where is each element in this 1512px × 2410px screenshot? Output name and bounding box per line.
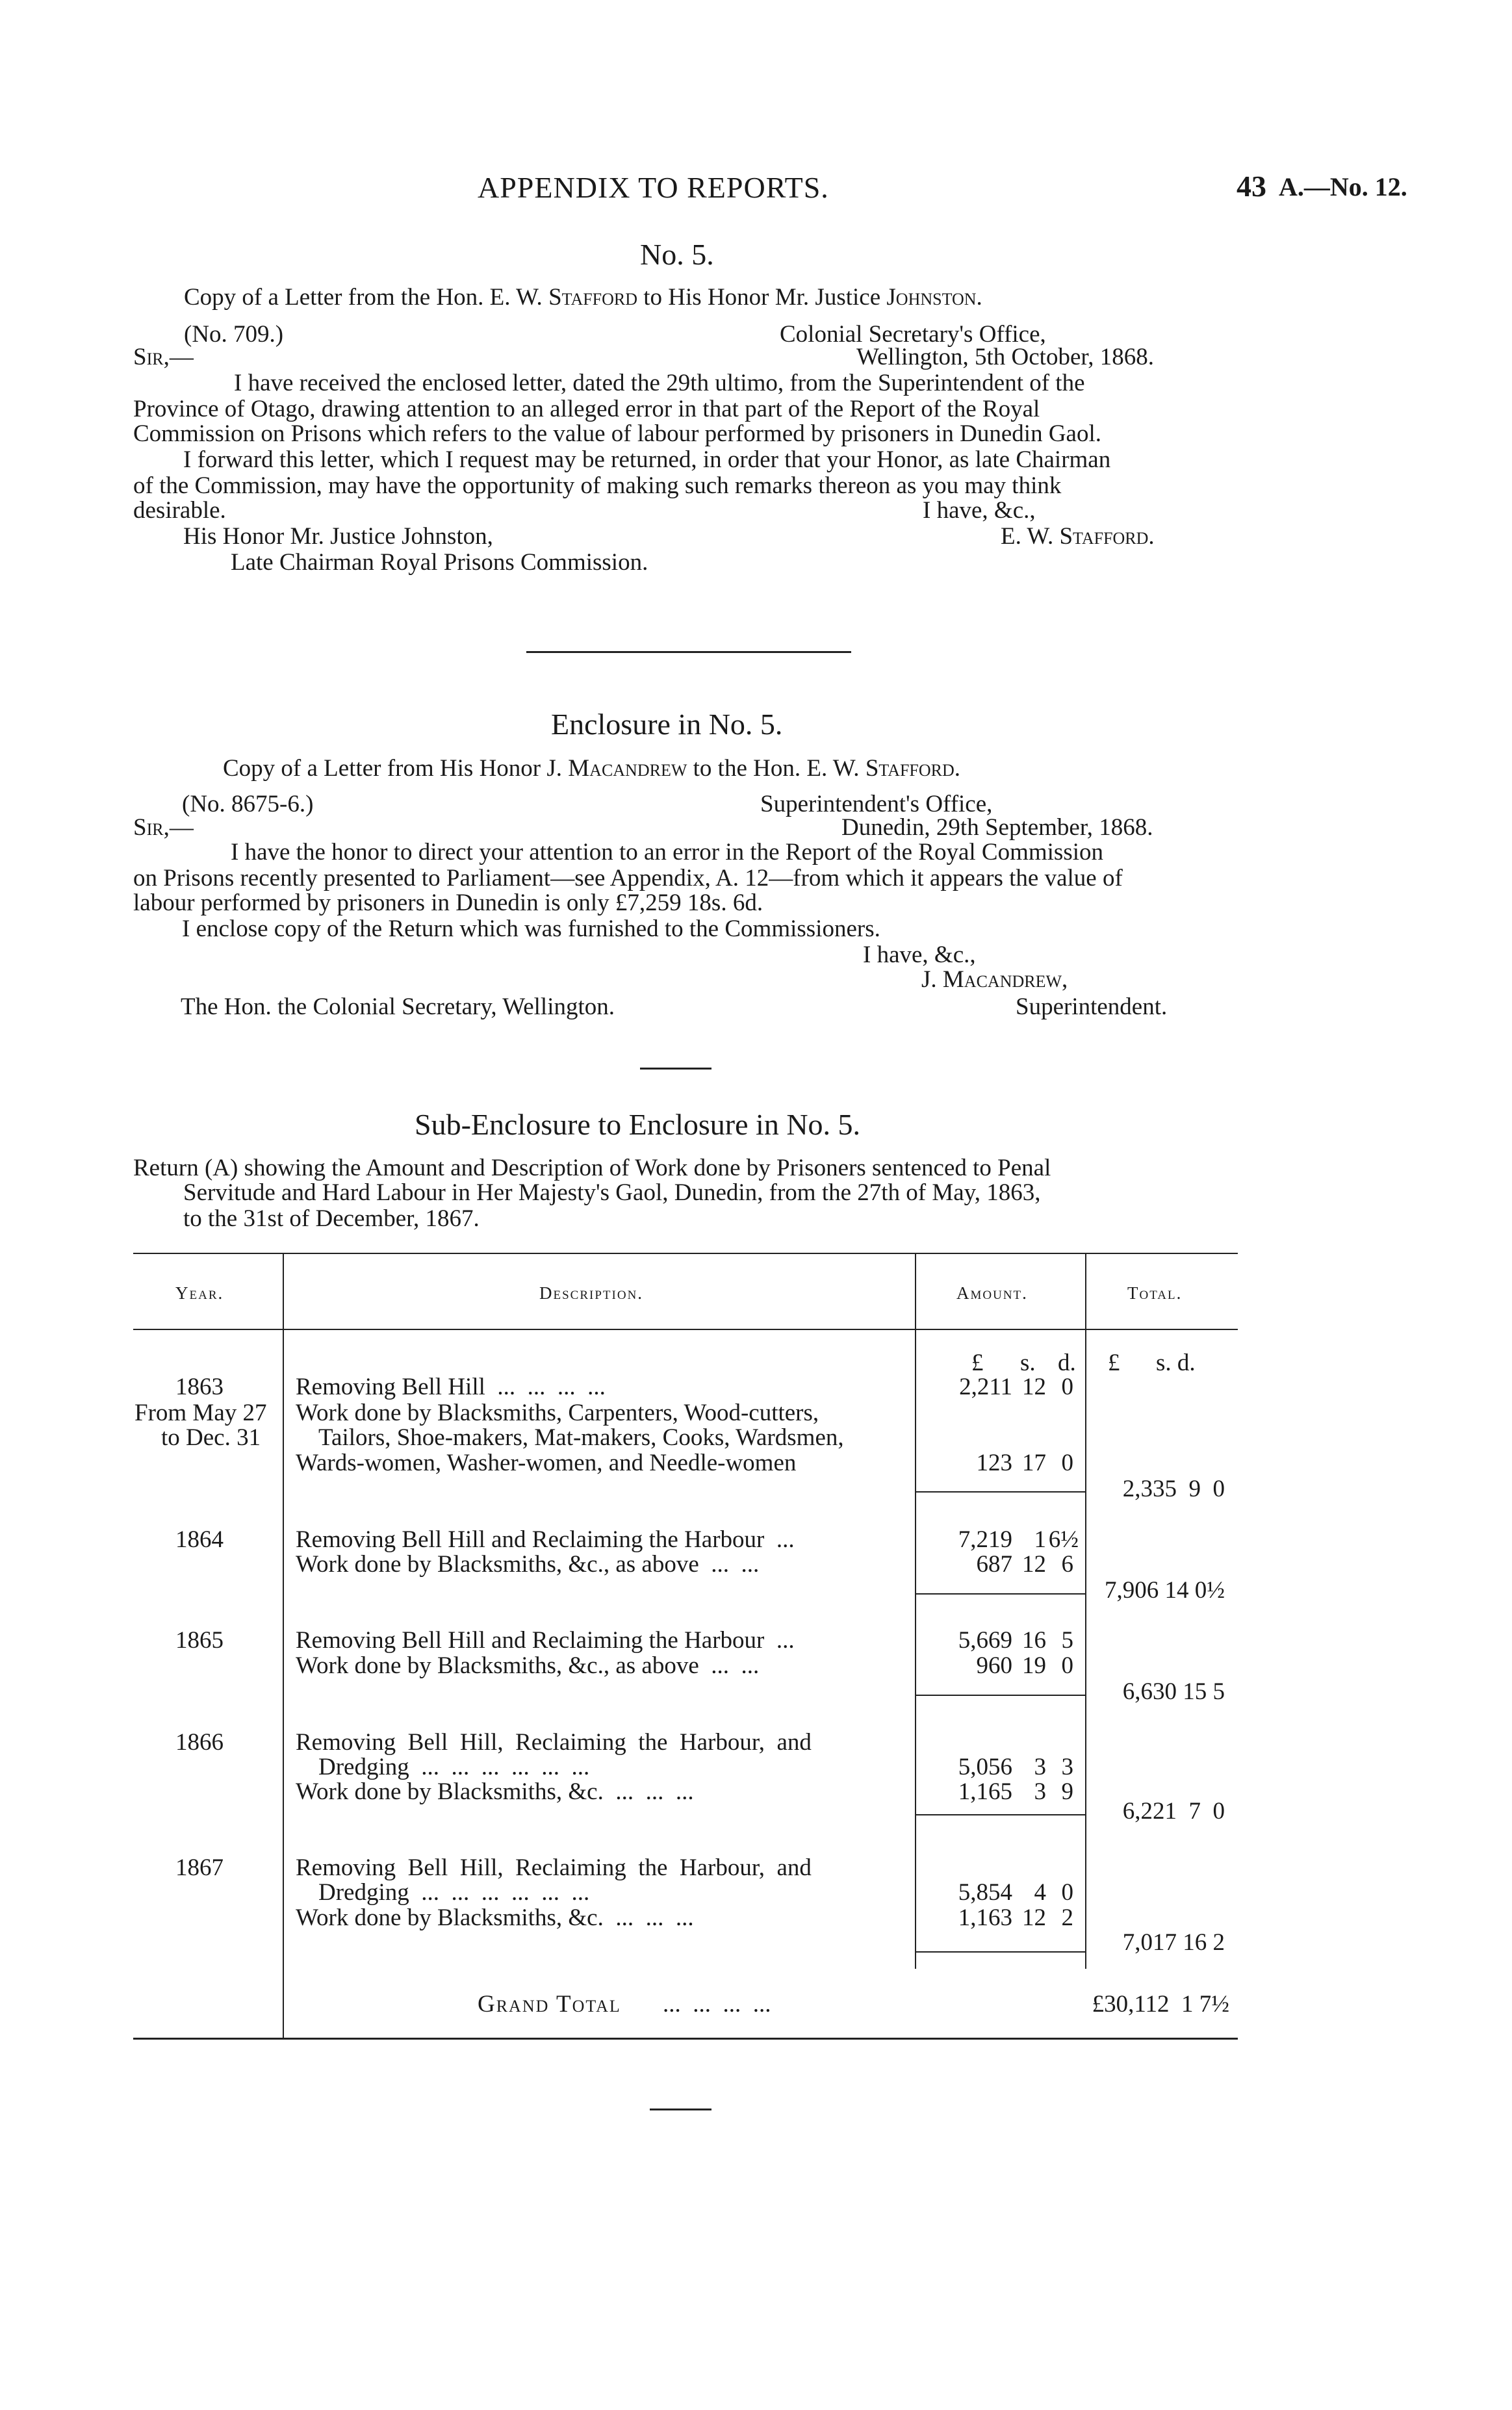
enclosure-place-date: Dunedin, 29th September, 1868. [841,814,1153,841]
description-cell: Removing Bell Hill and Reclaiming the Harbour ... [296,1627,795,1654]
year-cell: 1863 [175,1374,224,1400]
enclosure-closing: I have, &c., [863,942,976,968]
amount-pence: 6½ [1048,1526,1079,1553]
amount-pence: 0 [1061,1879,1073,1906]
column-divider [283,1254,284,2038]
column-divider [915,1254,916,1969]
subtotal-rule [915,1695,1085,1696]
description-cell: Work done by Blacksmiths, &c. ... ... ... [296,1904,694,1931]
amount-pounds: 1,165 [958,1778,1012,1805]
no5-heading: No. 5. [640,238,714,271]
column-header-amount: Amount. [956,1283,1028,1303]
amount-pounds: 5,854 [958,1879,1012,1906]
description-cell: Work done by Blacksmiths, &c., as above ... ... [296,1551,760,1578]
enclosure-body-line: on Prisons recently presented to Parliament—see Appendix, A. 12—from which it appears the value of [133,865,1123,891]
no5-body-line: I forward this letter, which I request may be returned, in order that your Honor, as late Chairman [183,446,1111,473]
description-cell: Removing Bell Hill, Reclaiming the Harbour, and [296,1854,812,1881]
table-bottom-rule [133,2038,1238,2040]
column-header-description: Description. [539,1283,644,1303]
enclosure-signatory-title: Superintendent. [1016,993,1168,1020]
no5-place-date: Wellington, 5th October, 1868. [856,344,1154,370]
subtotal-rule [915,1491,1085,1493]
no5-body-line: Province of Otago, drawing attention to an alleged error in that part of the Report of the Royal [133,396,1040,422]
amount-shillings: 16 [1022,1627,1046,1654]
amount-pence: 0 [1061,1374,1073,1400]
no5-office: Colonial Secretary's Office, [780,321,1046,348]
description-cell: Removing Bell Hill and Reclaiming the Harbour ... [296,1526,795,1553]
enclosure-ref-number: (No. 8675-6.) [182,791,314,817]
grand-total-leader: ... ... ... ... [663,1991,771,2018]
subtotal-rule [915,1593,1085,1595]
amount-pounds: 960 [976,1652,1012,1679]
amount-shillings: 19 [1022,1652,1046,1679]
year-cell: 1864 [175,1526,224,1553]
table-top-rule [133,1253,1238,1254]
amount-pence: 3 [1061,1754,1073,1780]
no5-body-line: I have received the enclosed letter, dated the 29th ultimo, from the Superintendent of the [234,370,1085,396]
year-total: 6,630 15 5 [1122,1678,1225,1705]
unit-pence: d. [1058,1350,1076,1376]
no5-body-line: of the Commission, may have the opportunity of making such remarks thereon as you may think [133,472,1062,499]
section-divider [526,651,851,653]
column-header-year: Year. [175,1283,224,1303]
no5-body-line: desirable. [133,497,226,524]
year-cell: 1866 [175,1729,224,1756]
enclosure-body-line: I enclose copy of the Return which was furnished to the Commissioners. [182,916,880,942]
amount-pounds: 5,056 [958,1754,1012,1780]
amount-pounds: 7,219 [958,1526,1012,1553]
year-total: 6,221 7 0 [1122,1798,1225,1825]
year-cell: 1867 [175,1854,224,1881]
enclosure-addressee: The Hon. the Colonial Secretary, Wellington. [181,993,615,1020]
page-number: 43 [1237,170,1266,203]
amount-pence: 0 [1061,1450,1073,1476]
grand-total-value: £30,112 1 7½ [1092,1991,1229,2018]
year-note: From May 27 [135,1400,267,1426]
year-total: 7,906 14 0½ [1105,1577,1225,1604]
amount-pounds: 2,211 [959,1374,1012,1400]
description-cell: Work done by Blacksmiths, &c. ... ... ... [296,1778,694,1805]
no5-salutation: Sir,— [133,344,194,370]
amount-shillings: 1 [1034,1526,1046,1553]
unit-total: £ s. d. [1108,1350,1196,1376]
no5-body-line: Commission on Prisons which refers to the value of labour performed by prisoners in Dunedin Gaol. [133,420,1102,447]
no5-ref-number: (No. 709.) [184,321,284,348]
amount-pounds: 123 [976,1450,1012,1476]
return-caption-line: Return (A) showing the Amount and Description of Work done by Prisoners sentenced to Penal [133,1155,1051,1181]
subtotal-rule [915,1814,1085,1815]
enclosure-office: Superintendent's Office, [760,791,993,817]
enclosure-body-line: labour performed by prisoners in Dunedin is only £7,259 18s. 6d. [133,890,763,916]
column-divider [1085,1254,1086,1969]
amount-pounds: 1,163 [958,1904,1012,1931]
description-cell: Dredging ... ... ... ... ... ... [318,1754,590,1780]
no5-closing: I have, &c., [923,497,1036,524]
enclosure-body-line: I have the honor to direct your attention to an error in the Report of the Royal Commission [231,839,1104,865]
amount-shillings: 3 [1034,1778,1046,1805]
return-caption-line: Servitude and Hard Labour in Her Majesty's Gaol, Dunedin, from the 27th of May, 1863, [183,1179,1041,1206]
amount-shillings: 12 [1022,1551,1046,1578]
grand-total-label: Grand Total [478,1991,621,2018]
closing-divider [650,2109,711,2110]
enclosure-signature: J. Macandrew, [921,966,1068,993]
sub-enclosure-heading: Sub-Enclosure to Enclosure in No. 5. [415,1108,861,1141]
amount-shillings: 4 [1034,1879,1046,1906]
amount-pounds: 687 [976,1551,1012,1578]
year-total: 7,017 16 2 [1122,1929,1225,1956]
year-note: to Dec. 31 [161,1424,261,1451]
unit-pounds: £ [971,1350,984,1376]
amount-pence: 6 [1061,1551,1073,1578]
section-divider [640,1068,711,1070]
description-cell: Tailors, Shoe-makers, Mat-makers, Cooks, Wardsmen, [318,1424,844,1451]
description-cell: Removing Bell Hill, Reclaiming the Harbour, and [296,1729,812,1756]
enclosure-intro: Copy of a Letter from His Honor J. Macandrew to the Hon. E. W. Stafford. [223,755,961,782]
amount-shillings: 17 [1022,1450,1046,1476]
document-reference: A.—No. 12. [1279,172,1407,201]
no5-signature: E. W. Stafford. [1001,523,1155,550]
amount-pounds: 5,669 [958,1627,1012,1654]
description-cell: Removing Bell Hill ... ... ... ... [296,1374,606,1400]
year-total: 2,335 9 0 [1122,1476,1225,1502]
no5-addressee: His Honor Mr. Justice Johnston, [183,523,493,550]
description-cell: Work done by Blacksmiths, Carpenters, Wood-cutters, [296,1400,819,1426]
subtotal-rule [915,1951,1085,1953]
return-caption-line: to the 31st of December, 1867. [183,1205,480,1232]
unit-shillings: s. [1020,1350,1036,1376]
amount-pence: 0 [1061,1652,1073,1679]
amount-pence: 5 [1061,1627,1073,1654]
amount-shillings: 12 [1022,1904,1046,1931]
amount-pence: 9 [1061,1778,1073,1805]
description-cell: Work done by Blacksmiths, &c., as above ... ... [296,1652,760,1679]
enclosure-salutation: Sir,— [133,814,194,841]
enclosure-heading: Enclosure in No. 5. [551,708,783,741]
amount-shillings: 3 [1034,1754,1046,1780]
no5-addressee-title: Late Chairman Royal Prisons Commission. [231,549,648,576]
table-header-rule [133,1329,1238,1330]
description-cell: Wards-women, Washer-women, and Needle-women [296,1450,797,1476]
running-title: APPENDIX TO REPORTS. [478,171,829,204]
amount-pence: 2 [1061,1904,1073,1931]
description-cell: Dredging ... ... ... ... ... ... [318,1879,590,1906]
year-cell: 1865 [175,1627,224,1654]
no5-intro: Copy of a Letter from the Hon. E. W. Stafford to His Honor Mr. Justice Johnston. [184,284,982,311]
amount-shillings: 12 [1022,1374,1046,1400]
column-header-total: Total. [1127,1283,1183,1303]
